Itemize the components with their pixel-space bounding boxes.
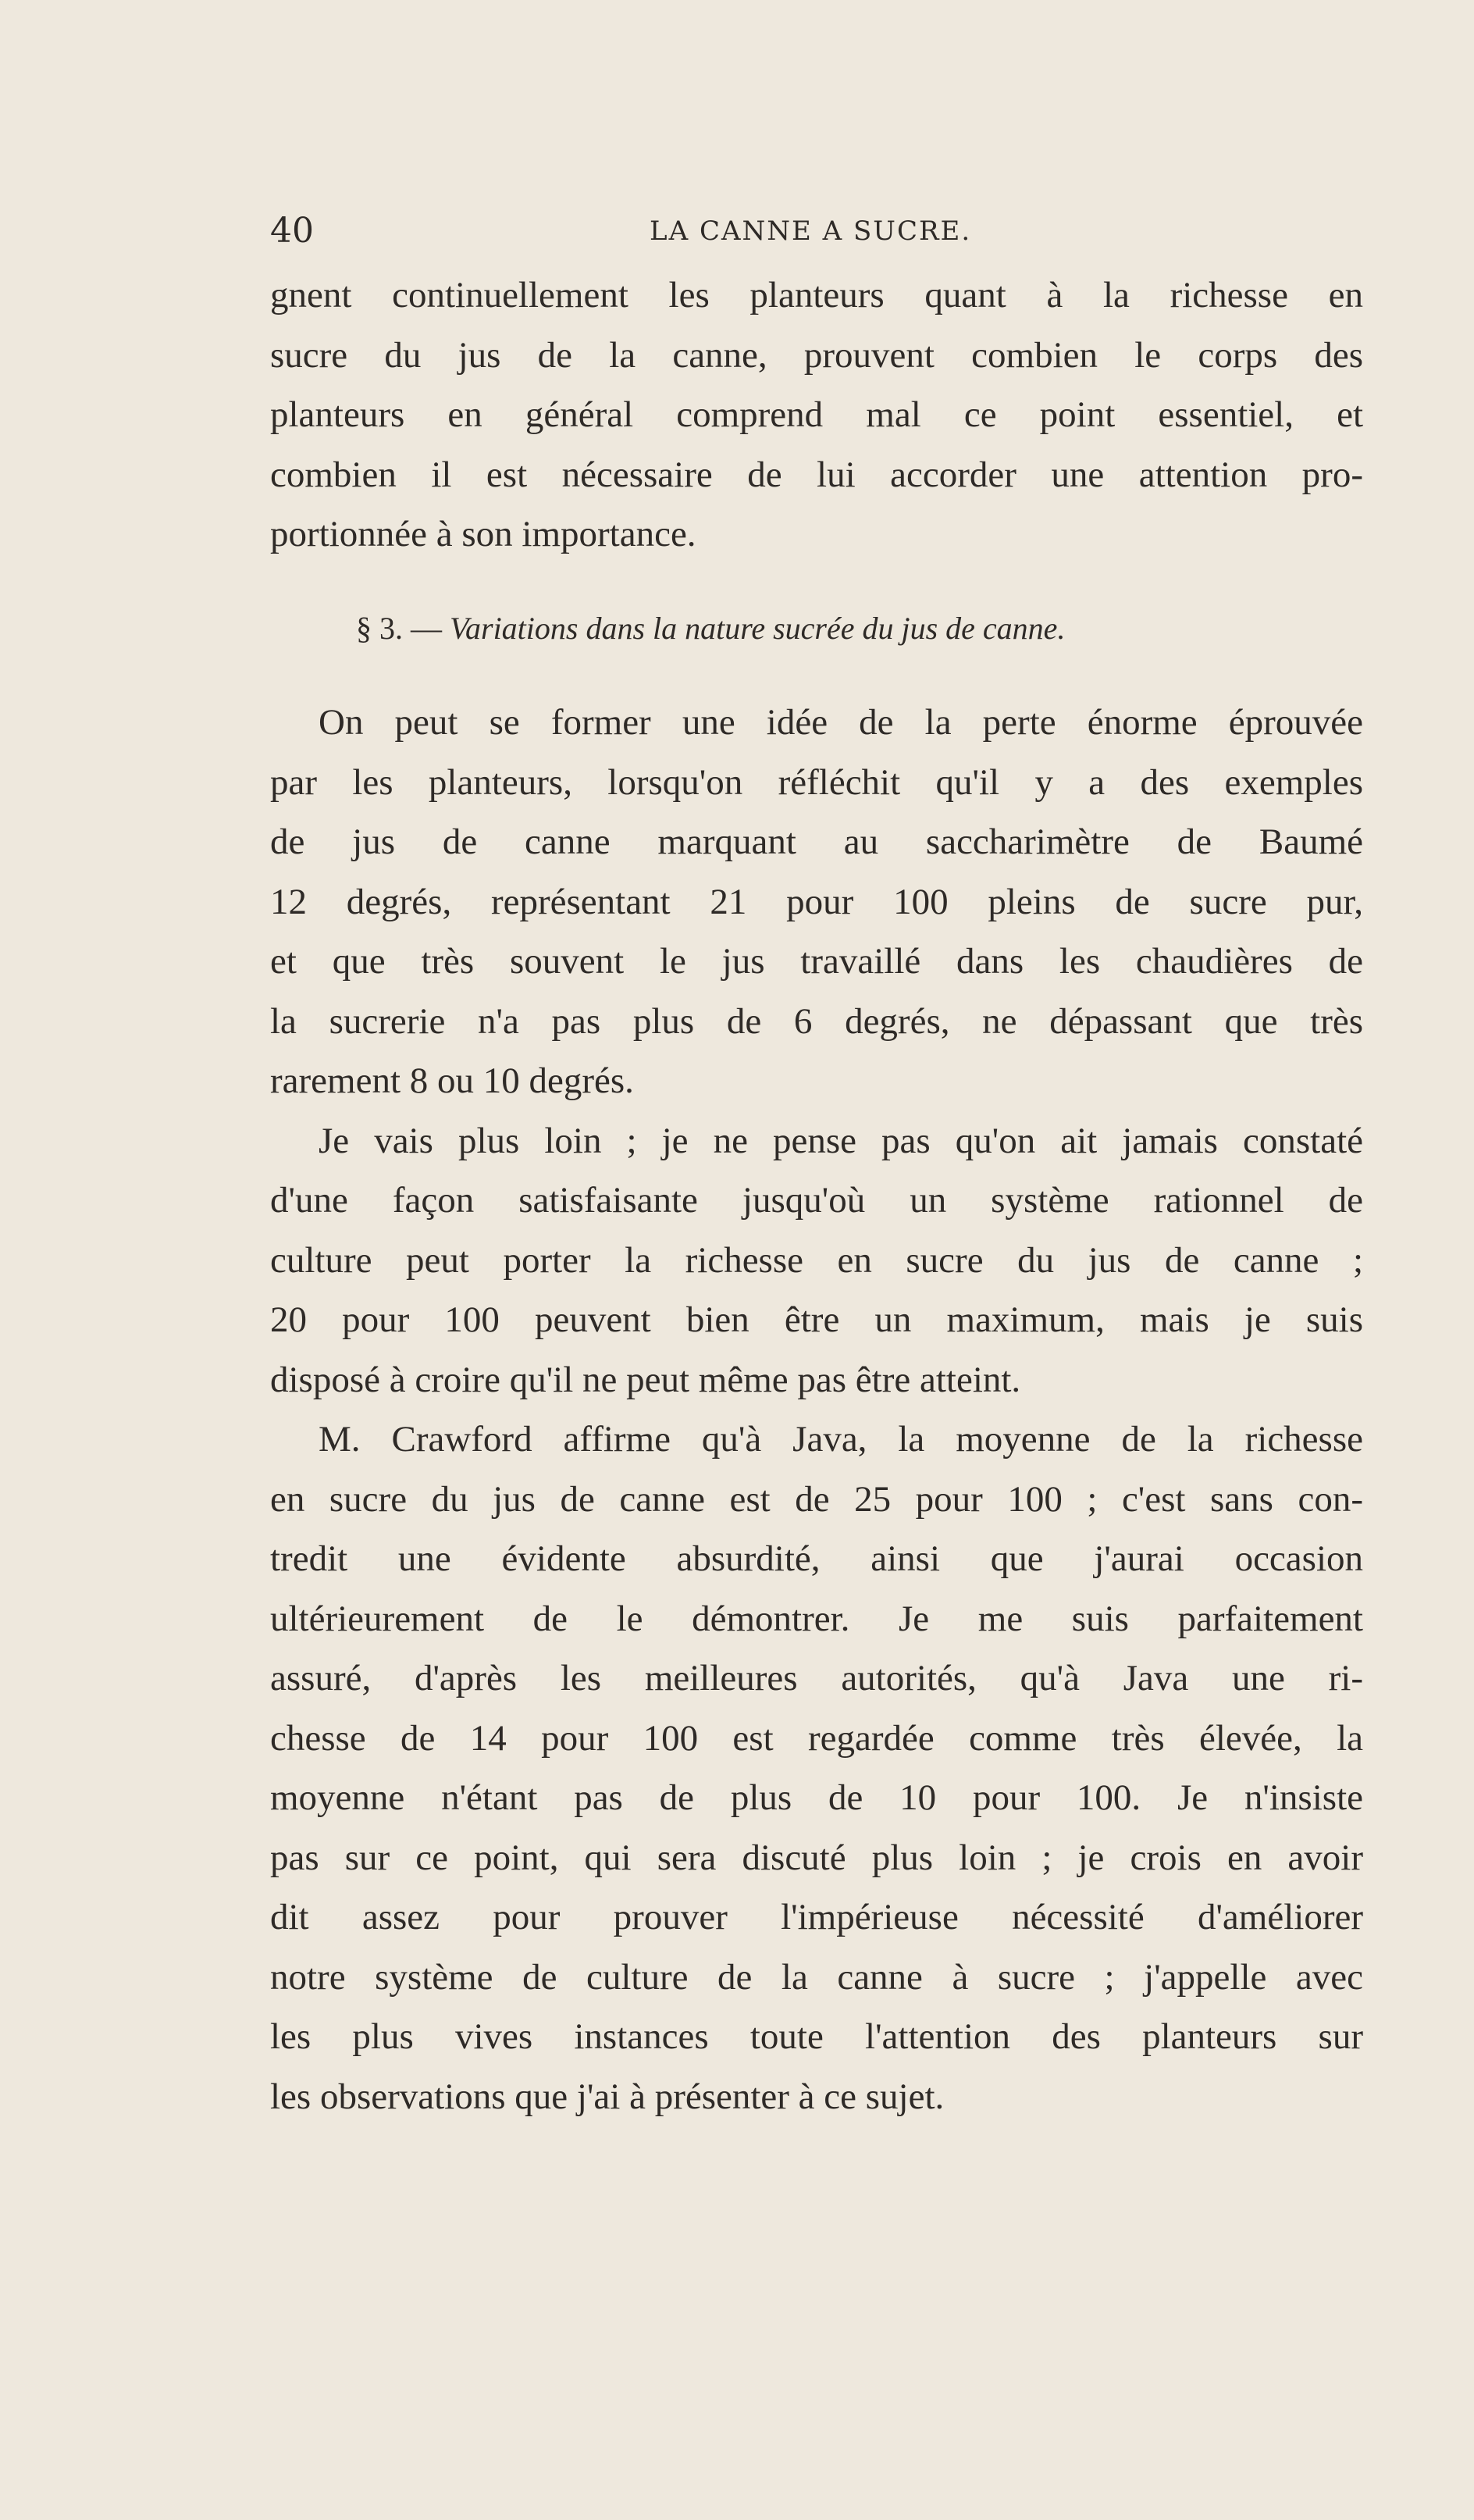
page-number: 40 — [270, 211, 314, 251]
text-line: de jus de canne marquant au saccharimètre de Baumé — [270, 822, 1363, 862]
text-line: les observations que j'ai à présenter à ce sujet. — [270, 2076, 945, 2117]
text-line: par les planteurs, lorsqu'on réfléchit qu'il y a des exemples — [270, 761, 1363, 803]
text-line: assuré, d'après les meilleures autorités, qu'à Java une ri- — [270, 1658, 1363, 1698]
text-line: les plus vives instances toute l'attention des planteurs sur — [270, 2016, 1363, 2057]
paragraph-continuation — [270, 266, 1363, 565]
section-title: Variations dans la nature sucrée du jus de canne. — [450, 610, 1066, 646]
text-line: la sucrerie n'a pas plus de 6 degrés, ne dépassant que très — [270, 1000, 1363, 1042]
text-line: d'une façon satisfaisante jusqu'où un système rationnel de — [270, 1180, 1363, 1221]
text-line: On peut se former une idée de la perte énorme éprouvée — [319, 702, 1363, 743]
section-symbol: § — [356, 610, 372, 646]
text-line: et que très souvent le jus travaillé dans les chaudières de — [270, 941, 1363, 982]
text-line: en sucre du jus de canne est de 25 pour 100 ; c'est sans con- — [270, 1478, 1363, 1520]
text-line: dit assez pour prouver l'impérieuse nécessité d'améliorer — [270, 1897, 1363, 1937]
text-line: rarement 8 ou 10 degrés. — [270, 1060, 634, 1101]
text-line: Je vais plus loin ; je ne pense pas qu'on ait jamais constaté — [319, 1120, 1363, 1161]
text-line: ultérieurement de le démontrer. Je me suis parfaitement — [270, 1598, 1363, 1639]
section-dash: — — [411, 610, 442, 646]
text-line: 12 degrés, représentant 21 pour 100 pleins de sucre pur, — [270, 881, 1363, 922]
text-line: culture peut porter la richesse en sucre du jus de canne ; — [270, 1239, 1363, 1281]
text-line: portionnée à son importance. — [270, 514, 696, 554]
text-line: gnent continuellement les planteurs quant à la richesse en — [270, 275, 1363, 315]
text-line: tredit une évidente absurdité, ainsi que j'aurai occasion — [270, 1538, 1363, 1579]
page-header — [270, 208, 1363, 255]
text-line: combien il est nécessaire de lui accorder une attention pro- — [270, 454, 1363, 495]
page-body — [270, 266, 1363, 2126]
spacer — [270, 565, 1363, 599]
section-number: 3. — [379, 610, 403, 646]
text-line: notre système de culture de la canne à sucre ; j'appelle avec — [270, 1956, 1363, 1998]
text-line: disposé à croire qu'il ne peut même pas être atteint. — [270, 1359, 1021, 1400]
text-line: chesse de 14 pour 100 est regardée comme très élevée, la — [270, 1717, 1363, 1759]
text-line: sucre du jus de la canne, prouvent combien le corps des — [270, 334, 1363, 376]
text-line: moyenne n'étant pas de plus de 10 pour 100. Je n'insiste — [270, 1777, 1363, 1818]
text-line: planteurs en général comprend mal ce point essentiel, et — [270, 394, 1363, 435]
paragraph — [270, 693, 1363, 1111]
section-heading — [270, 599, 1363, 659]
spacer — [270, 658, 1363, 693]
text-line: pas sur ce point, qui sera discuté plus loin ; je crois en avoir — [270, 1837, 1363, 1878]
paragraph — [270, 1410, 1363, 2126]
text-line: M. Crawford affirme qu'à Java, la moyenne de la richesse — [319, 1419, 1363, 1460]
running-title: LA CANNE A SUCRE. — [650, 216, 972, 247]
text-line: 20 pour 100 peuvent bien être un maximum, mais je suis — [270, 1299, 1363, 1340]
paragraph — [270, 1111, 1363, 1410]
